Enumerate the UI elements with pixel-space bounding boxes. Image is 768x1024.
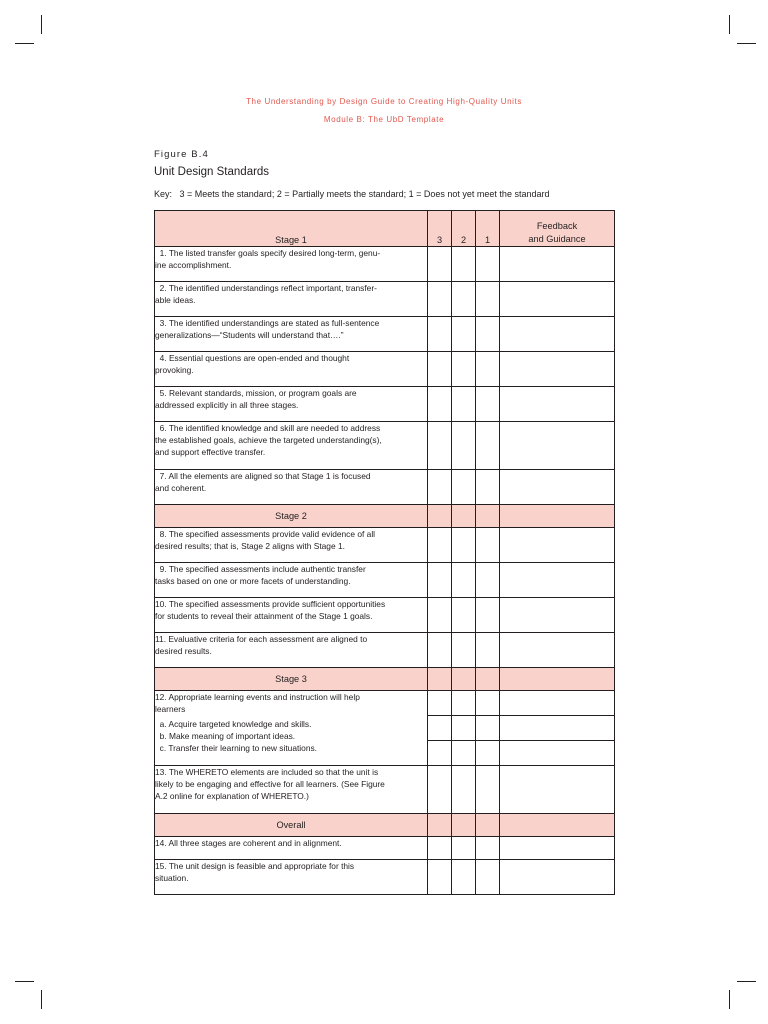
score-3-cell[interactable] xyxy=(428,691,452,716)
score-2-cell[interactable] xyxy=(452,352,476,387)
table-row xyxy=(155,633,615,668)
score-2-cell[interactable] xyxy=(452,633,476,668)
score-2-cell[interactable] xyxy=(452,741,476,766)
score-2-cell[interactable] xyxy=(452,247,476,282)
score-3-cell[interactable] xyxy=(428,470,452,505)
criterion-text: provoking. xyxy=(155,365,194,375)
feedback-cell[interactable] xyxy=(500,387,615,422)
criterion-text: 14. All three stages are coherent and in alignment. xyxy=(155,838,342,848)
score-2-cell[interactable] xyxy=(452,470,476,505)
feedback-header xyxy=(500,211,615,247)
criterion-text: 5. Relevant standards, mission, or program goals are xyxy=(155,388,357,398)
unit-design-standards-table xyxy=(154,210,615,895)
score-1-cell[interactable] xyxy=(476,598,500,633)
score-1-cell[interactable] xyxy=(476,528,500,563)
table-row xyxy=(155,422,615,470)
table-row xyxy=(155,247,615,282)
band-cell xyxy=(500,668,615,691)
score-1-cell[interactable] xyxy=(476,282,500,317)
score-3-cell[interactable] xyxy=(428,598,452,633)
feedback-header-line2: and Guidance xyxy=(528,234,586,244)
score-2-cell[interactable] xyxy=(452,528,476,563)
criterion-text: 1. The listed transfer goals specify desired long-term, genu- xyxy=(155,248,381,258)
criterion-cell xyxy=(155,598,428,633)
score-3-cell[interactable] xyxy=(428,247,452,282)
crop-mark xyxy=(729,15,730,34)
score-2-cell[interactable] xyxy=(452,766,476,814)
band-cell xyxy=(428,814,452,837)
criterion-cell xyxy=(155,528,428,563)
band-cell xyxy=(476,814,500,837)
criterion-text: situation. xyxy=(155,873,189,883)
criterion-cell xyxy=(155,317,428,352)
band-cell xyxy=(452,668,476,691)
criterion-text: and support effective transfer. xyxy=(155,447,266,457)
score-2-cell[interactable] xyxy=(452,563,476,598)
score-1-cell[interactable] xyxy=(476,633,500,668)
criterion-text: 8. The specified assessments provide valid evidence of all xyxy=(155,529,376,539)
criterion-text: 7. All the elements are aligned so that Stage 1 is focused xyxy=(155,471,371,481)
criterion-cell xyxy=(155,387,428,422)
criterion-cell xyxy=(155,860,428,895)
stage2-label: Stage 2 xyxy=(155,505,428,528)
score-3-cell[interactable] xyxy=(428,528,452,563)
score-3-cell[interactable] xyxy=(428,563,452,598)
criterion-text: tasks based on one or more facets of understanding. xyxy=(155,576,351,586)
feedback-cell[interactable] xyxy=(500,716,615,741)
feedback-cell[interactable] xyxy=(500,470,615,505)
feedback-cell[interactable] xyxy=(500,741,615,766)
criterion-cell xyxy=(155,691,428,766)
crop-mark xyxy=(41,15,42,34)
band-cell xyxy=(476,505,500,528)
score-1-cell[interactable] xyxy=(476,352,500,387)
score-1-cell[interactable] xyxy=(476,422,500,470)
stage1-header: Stage 1 xyxy=(155,211,428,247)
criterion-text: 11. Evaluative criteria for each assessment are aligned to xyxy=(155,634,368,644)
table-row xyxy=(155,387,615,422)
criterion-subitem: a. Acquire targeted knowledge and skills. xyxy=(155,719,312,729)
band-cell xyxy=(500,814,615,837)
band-cell xyxy=(452,505,476,528)
table-row xyxy=(155,598,615,633)
score-2-header: 2 xyxy=(452,211,476,247)
criterion-text: 15. The unit design is feasible and appropriate for this xyxy=(155,861,355,871)
running-head-module: Module B: The UbD Template xyxy=(323,115,445,124)
stage3-band-row xyxy=(155,668,615,691)
table-row xyxy=(155,282,615,317)
table-row xyxy=(155,563,615,598)
crop-mark xyxy=(737,43,756,44)
score-3-cell[interactable] xyxy=(428,837,452,860)
feedback-cell[interactable] xyxy=(500,247,615,282)
criterion-cell xyxy=(155,563,428,598)
score-3-header: 3 xyxy=(428,211,452,247)
criterion-text: and coherent. xyxy=(155,483,207,493)
criterion-cell xyxy=(155,352,428,387)
criterion-cell xyxy=(155,422,428,470)
criterion-text: generalizations—“Students will understand that….” xyxy=(155,330,344,340)
score-3-cell[interactable] xyxy=(428,352,452,387)
criterion-text: 12. Appropriate learning events and instruction will help xyxy=(155,692,360,702)
criterion-text: able ideas. xyxy=(155,295,196,305)
criterion-text: 10. The specified assessments provide sufficient opportunities xyxy=(155,599,386,609)
feedback-cell[interactable] xyxy=(500,633,615,668)
band-cell xyxy=(428,505,452,528)
score-1-cell[interactable] xyxy=(476,691,500,716)
score-2-cell[interactable] xyxy=(452,598,476,633)
crop-mark xyxy=(729,990,730,1009)
criterion-text: ine accomplishment. xyxy=(155,260,232,270)
score-1-cell[interactable] xyxy=(476,563,500,598)
score-2-cell[interactable] xyxy=(452,282,476,317)
score-2-cell[interactable] xyxy=(452,716,476,741)
band-cell xyxy=(428,668,452,691)
criterion-text: 13. The WHERETO elements are included so that the unit is xyxy=(155,767,379,777)
table-row xyxy=(155,837,615,860)
score-1-cell[interactable] xyxy=(476,247,500,282)
score-3-cell[interactable] xyxy=(428,766,452,814)
score-1-cell[interactable] xyxy=(476,741,500,766)
criterion-text: 3. The identified understandings are stated as full-sentence xyxy=(155,318,380,328)
running-head-title: The Understanding by Design Guide to Creating High-Quality Units xyxy=(246,97,522,106)
score-2-cell[interactable] xyxy=(452,387,476,422)
score-1-cell[interactable] xyxy=(476,716,500,741)
band-cell xyxy=(452,814,476,837)
band-cell xyxy=(476,668,500,691)
figure-key: Key: 3 = Meets the standard; 2 = Partially meets the standard; 1 = Does not yet meet the standard xyxy=(154,189,550,199)
score-1-cell[interactable] xyxy=(476,387,500,422)
criterion-cell xyxy=(155,633,428,668)
feedback-cell[interactable] xyxy=(500,766,615,814)
table-row xyxy=(155,528,615,563)
criterion-cell xyxy=(155,282,428,317)
feedback-cell[interactable] xyxy=(500,352,615,387)
band-cell xyxy=(500,505,615,528)
criterion-text: 6. The identified knowledge and skill are needed to address xyxy=(155,423,381,433)
table-row xyxy=(155,317,615,352)
criterion-text: learners xyxy=(155,704,186,714)
score-3-cell[interactable] xyxy=(428,741,452,766)
criterion-subitem: b. Make meaning of important ideas. xyxy=(155,731,296,741)
score-3-cell[interactable] xyxy=(428,282,452,317)
crop-mark xyxy=(15,43,34,44)
criterion-cell xyxy=(155,837,428,860)
score-1-cell[interactable] xyxy=(476,766,500,814)
feedback-header-line1: Feedback xyxy=(536,221,578,231)
table-row xyxy=(155,470,615,505)
feedback-cell[interactable] xyxy=(500,528,615,563)
criterion-text: desired results. xyxy=(155,646,212,656)
criterion-text: likely to be engaging and effective for all learners. (See Figure xyxy=(155,779,385,789)
criterion-text: addressed explicitly in all three stages. xyxy=(155,400,299,410)
table-header-row xyxy=(155,211,615,247)
feedback-cell[interactable] xyxy=(500,837,615,860)
score-3-cell[interactable] xyxy=(428,422,452,470)
score-3-cell[interactable] xyxy=(428,317,452,352)
table-row xyxy=(155,860,615,895)
score-1-cell[interactable] xyxy=(476,317,500,352)
score-2-cell[interactable] xyxy=(452,837,476,860)
feedback-cell[interactable] xyxy=(500,422,615,470)
criterion-text: the established goals, achieve the targeted understanding(s), xyxy=(155,435,382,445)
feedback-cell[interactable] xyxy=(500,282,615,317)
criterion-text: 4. Essential questions are open-ended and thought xyxy=(155,353,350,363)
score-2-cell[interactable] xyxy=(452,860,476,895)
criterion-text: 2. The identified understandings reflect important, transfer- xyxy=(155,283,377,293)
table-row xyxy=(155,691,615,716)
criterion-text: 9. The specified assessments include authentic transfer xyxy=(155,564,366,574)
crop-mark xyxy=(41,990,42,1009)
criterion-subitem: c. Transfer their learning to new situations. xyxy=(155,743,317,753)
score-3-cell[interactable] xyxy=(428,387,452,422)
table-row xyxy=(155,766,615,814)
score-3-cell[interactable] xyxy=(428,633,452,668)
score-3-cell[interactable] xyxy=(428,860,452,895)
criterion-cell xyxy=(155,766,428,814)
stage3-label: Stage 3 xyxy=(155,668,428,691)
figure-title: Unit Design Standards xyxy=(154,166,270,178)
score-2-cell[interactable] xyxy=(452,691,476,716)
feedback-cell[interactable] xyxy=(500,691,615,716)
score-1-cell[interactable] xyxy=(476,837,500,860)
table-row xyxy=(155,352,615,387)
score-2-cell[interactable] xyxy=(452,317,476,352)
feedback-cell[interactable] xyxy=(500,563,615,598)
feedback-cell[interactable] xyxy=(500,598,615,633)
criterion-cell xyxy=(155,470,428,505)
overall-band-row xyxy=(155,814,615,837)
score-3-cell[interactable] xyxy=(428,716,452,741)
feedback-cell[interactable] xyxy=(500,317,615,352)
stage2-band-row xyxy=(155,505,615,528)
overall-label: Overall xyxy=(155,814,428,837)
criterion-cell xyxy=(155,247,428,282)
score-1-header: 1 xyxy=(476,211,500,247)
crop-mark xyxy=(737,981,756,982)
score-1-cell[interactable] xyxy=(476,860,500,895)
criterion-text: for students to reveal their attainment of the Stage 1 goals. xyxy=(155,611,373,621)
crop-mark xyxy=(15,981,34,982)
figure-label: Figure B.4 xyxy=(154,149,209,160)
score-2-cell[interactable] xyxy=(452,422,476,470)
feedback-cell[interactable] xyxy=(500,860,615,895)
score-1-cell[interactable] xyxy=(476,470,500,505)
criterion-text: A.2 online for explanation of WHERETO.) xyxy=(155,791,309,801)
criterion-text: desired results; that is, Stage 2 aligns with Stage 1. xyxy=(155,541,345,551)
